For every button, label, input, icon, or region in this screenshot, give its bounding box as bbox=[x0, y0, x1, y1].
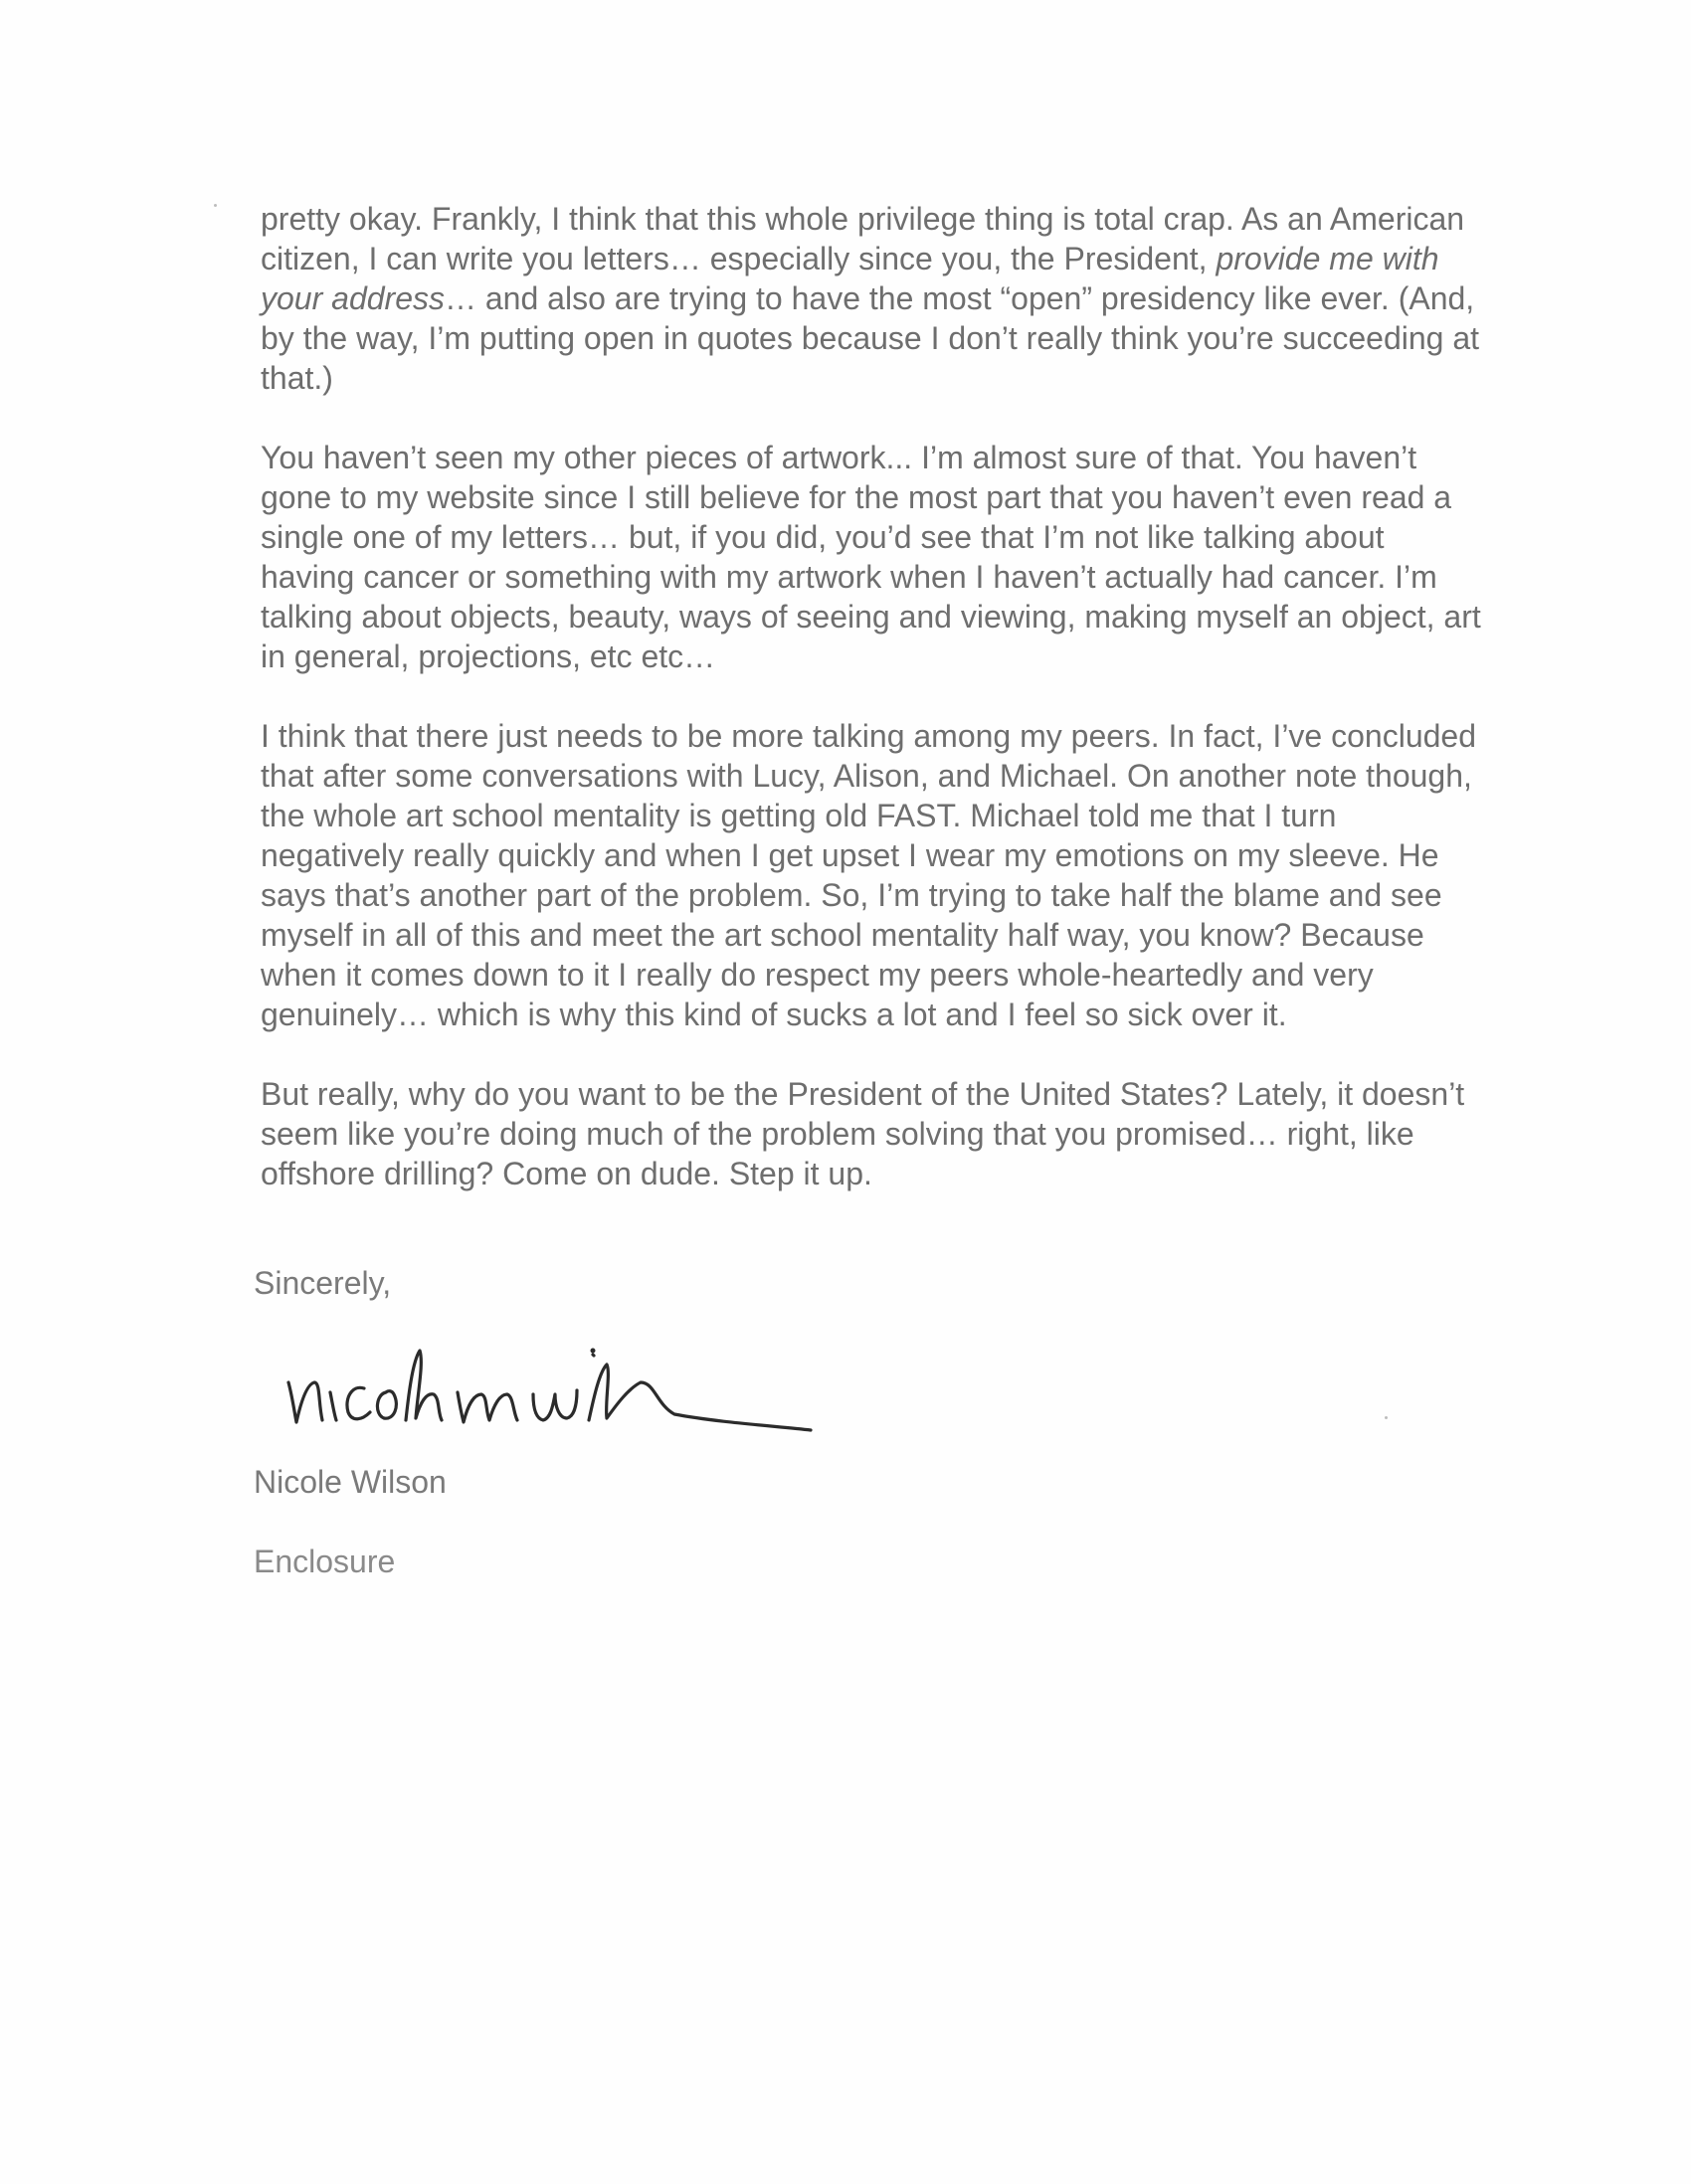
paragraph-3 bbox=[261, 716, 1484, 1034]
enclosure-note: Enclosure bbox=[254, 1544, 396, 1579]
paragraph-2 bbox=[261, 438, 1484, 676]
paragraph-1-text-b: … and also are trying to have the most “open” presidency like ever. (And, by the way, I’m putting open in quotes because I don’t really think you’re succeeding at that.) bbox=[261, 280, 1480, 396]
signer-name: Nicole Wilson bbox=[254, 1464, 447, 1500]
paragraph-1-italic-text: provide me with your address bbox=[261, 241, 1439, 316]
paper-speck bbox=[214, 204, 217, 207]
paragraph-1 bbox=[261, 199, 1484, 398]
paragraph-4-text: But really, why do you want to be the President of the United States? Lately, it doesn’t seem like you’re doing much of the problem solving that you promised… right, like offshore drilling? Come on dude. Step it up. bbox=[261, 1076, 1465, 1191]
handwritten-signature bbox=[279, 1323, 816, 1452]
paragraph-4 bbox=[261, 1074, 1484, 1193]
letter-body bbox=[261, 199, 1484, 1233]
paragraph-2-text: You haven’t seen my other pieces of artwork... I’m almost sure of that. You haven’t gone to my website since I still believe for the most part that you haven’t even read a single one of my letters… but, if you did, you’d see that I’m not like talking about having cancer or something with my artwork when I haven’t actually had cancer. I’m talking about objects, beauty, ways of seeing and viewing, making myself an object, art in general, projections, etc etc… bbox=[261, 440, 1481, 674]
paragraph-1-text-a: pretty okay. Frankly, I think that this whole privilege thing is total crap. As an American citizen, I can write you letters… especially since you, the President, bbox=[261, 201, 1465, 276]
paragraph-3-text: I think that there just needs to be more talking among my peers. In fact, I’ve concluded that after some conversations with Lucy, Alison, and Michael. On another note though, the whole art school mentality is getting old FAST. Michael told me that I turn negatively really quickly and when I get upset I wear my emotions on my sleeve. He says that’s another part of the problem. So, I’m trying to take half the blame and see myself in all of this and meet the art school mentality half way, you know? Because when it comes down to it I really do respect my peers whole-heartedly and very genuinely… which is why this kind of sucks a lot and I feel so sick over it. bbox=[261, 718, 1476, 1032]
closing: Sincerely, bbox=[254, 1265, 392, 1301]
paper-speck bbox=[1385, 1416, 1388, 1419]
